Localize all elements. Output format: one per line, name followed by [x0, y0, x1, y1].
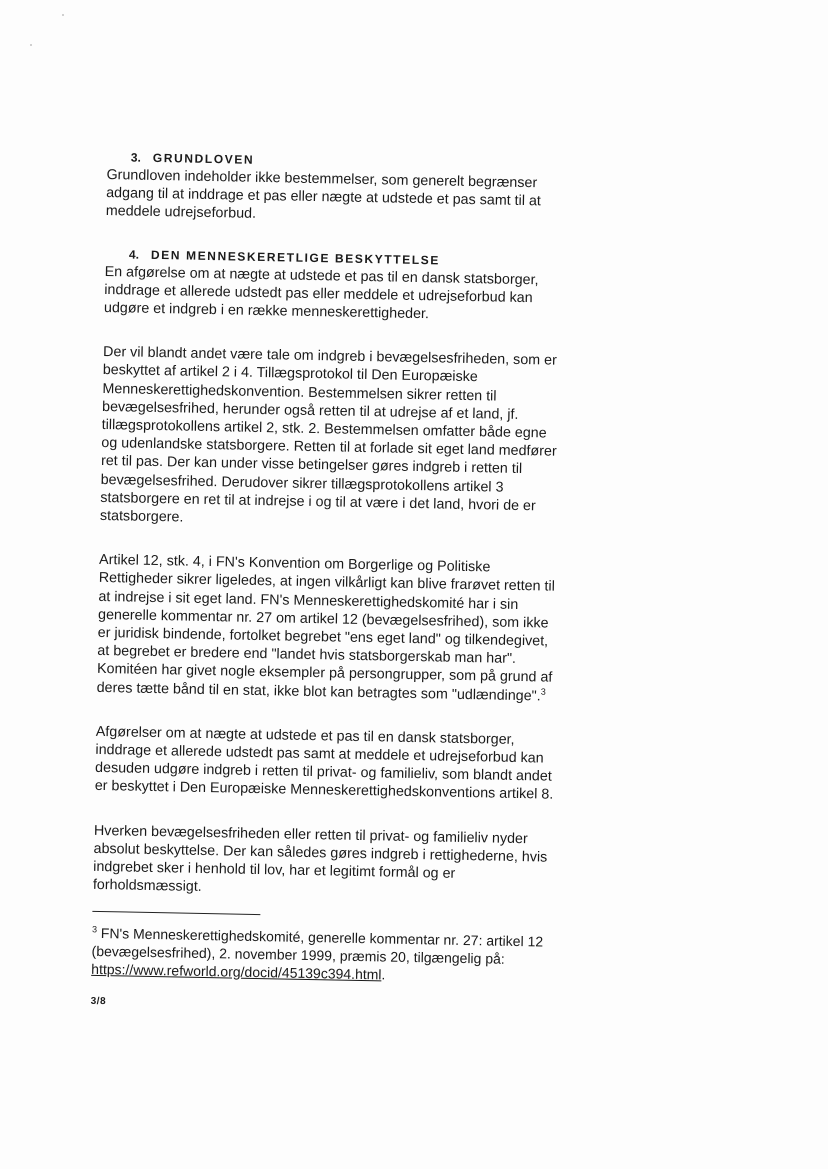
scan-speck — [30, 44, 32, 46]
section-title: DEN MENNESKERETLIGE BESKYTTELSE — [150, 247, 441, 268]
paragraph: Grundloven indeholder ikke bestemmelser, som generelt begrænser adgang til at inddrage et pas eller nægte at udstede et pas samt til at meddele udrejseforbud. — [105, 166, 541, 223]
footnote-link[interactable]: https://www.refworld.org/docid/45139c394.html — [91, 960, 382, 982]
page-content — [91, 150, 567, 1015]
scan-speck — [62, 14, 64, 16]
paragraph-text: Artikel 12, stk. 4, i FN's Konvention om Borgerlige og Politiske Rettigheder sikrer ligeledes, at ingen vilkårligt kan blive frarøvet retten til at indrejse i sit eget land. FN's Menneskerettighedskomité har i sin generelle kommentar nr. 27 om artikel 12 (bevægelsesfrihed), som ikke er juridisk bindende, fortolket begrebet "ens eget land" og tilkendegivet, at begrebet er bredere end "landet hvis statsborgerskab man har". Komitéen har givet nogle eksempler på persongrupper, som på grund af deres tætte bånd til en stat, ikke blot kan betragtes som "udlændinge". — [96, 552, 555, 705]
paragraph — [97, 551, 560, 705]
footnote — [91, 923, 552, 986]
paragraph: Afgørelser om at nægte at udstede et pas til en dansk statsborger, inddrage et allerede udstedt pas samt at meddele et udrejseforbud kan desuden udgøre indgreb i retten til privat- og familieliv, som blandt andet er beskyttet i Den Europæiske Menneskerettighedskonventions artikel 8. — [94, 723, 554, 804]
section-title: GRUNDLOVEN — [152, 150, 255, 167]
footnote-reference[interactable]: 3 — [540, 686, 546, 697]
page-number: 3/8 — [90, 995, 107, 1007]
section-number: 4. — [128, 247, 140, 262]
paragraph: Hverken bevægelsesfriheden eller retten til privat- og familieliv nyder absolut beskyttelse. Der kan således gøres indgreb i rettighederne, hvis indgrebet sker i henhold til lov, har et legitimt formål og er forholdsmæssigt. — [92, 822, 548, 896]
footnote-period: . — [381, 965, 386, 982]
paragraph: Der vil blandt andet være tale om indgreb i bevægelsesfriheden, som er beskyttet af artikel 2 i 4. Tillægsprotokol til Den Europæiske Menneskerettighedskonvention. Bestemmelsen sikrer retten til bevægelsesfrihed, herunder også retten til at udrejse af et land, jf. tillægsprotokollens artikel 2, stk. 2. Bestemmelsen omfatter både egne og udenlandske statsborgere. Retten til at forlade sit eget land medfører ret til pas. Der kan under visse betingelser gøres indgreb i retten til bevægelsesfrihed. Derudover sikrer tillægsprotokollens artikel 3 statsborgere en ret til at indrejse i og til at være i det land, hvori de er statsborgere. — [99, 344, 557, 526]
paragraph: En afgørelse om at nægte at udstede et pas til en dansk statsborger, inddrage et allerede udstedt pas eller meddele et udrejseforbud kan udgøre et indgreb i en række menneskerettigheder. — [103, 263, 539, 323]
section-number: 3. — [130, 150, 142, 165]
footnote-marker: 3 — [91, 923, 98, 934]
footnote-text: FN's Menneskerettighedskomité, generelle kommentar nr. 27: artikel 12 (bevægelsesfrihed), 2. november 1999, præmis 20, tilgængelig på: — [91, 924, 544, 967]
footnote-separator — [92, 910, 260, 914]
